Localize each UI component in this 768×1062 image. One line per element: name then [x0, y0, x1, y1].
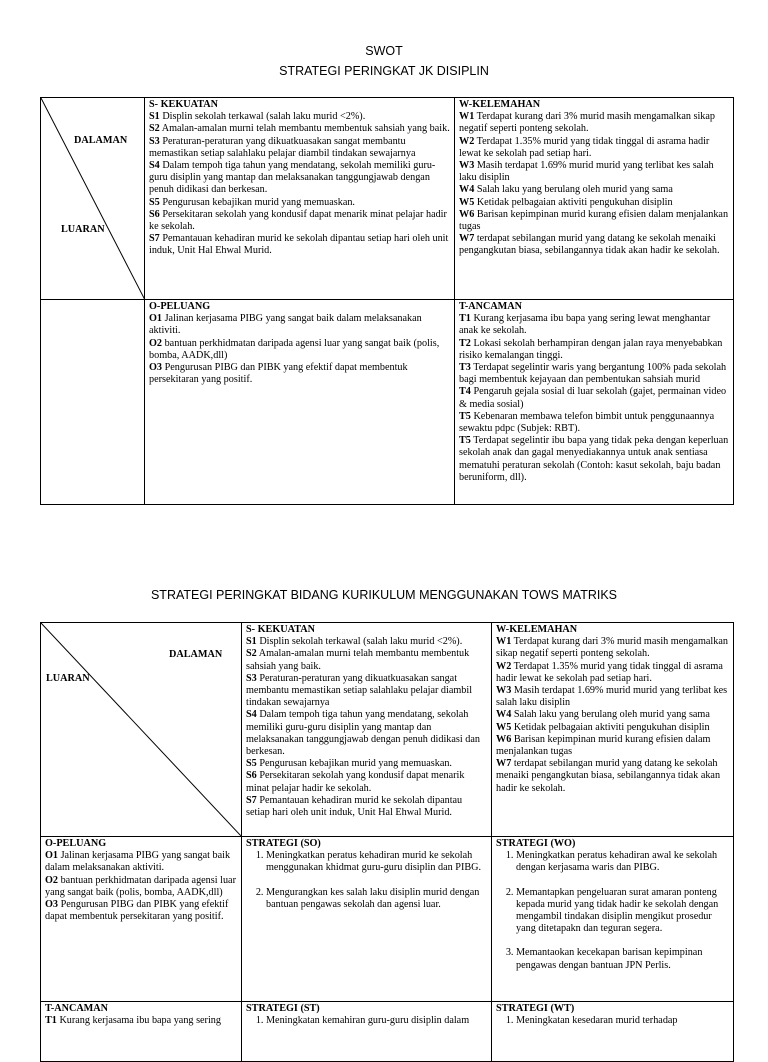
t-ancaman-cell — [41, 1002, 242, 1062]
luaran-label: LUARAN — [61, 224, 105, 235]
strategi-st-list — [246, 1015, 487, 1027]
strategi-st-cell — [242, 1002, 492, 1062]
w-item: W4 Salah laku yang berulang oleh murid yang sama — [496, 709, 710, 721]
o-item: O2 bantuan perkhidmatan daripada agensi luar yang sangat baik (polis, bomba, AADK,dll) — [149, 337, 440, 361]
s-item: S7 Pemantauan kehadiran murid ke sekolah dipantau setiap hari oleh unit induk, Unit Hal Ehwal Murid. — [149, 233, 449, 257]
tows-table — [40, 622, 734, 1062]
o-item: O3 Pengurusan PIBG dan PIBK yang efektif dapat membentuk persekitaran yang positif. — [45, 899, 229, 923]
doc-title-jk-disiplin: STRATEGI PERINGKAT JK DISIPLIN — [279, 64, 489, 78]
s-item: S2 Amalan-amalan murni telah membantu membentuk sahsiah yang baik. — [246, 648, 470, 672]
w-item: W5 Ketidak pelbagaian aktiviti pengukuhan disiplin — [496, 721, 710, 733]
w-item: W1 Terdapat kurang dari 3% murid masih mengamalkan sikap negatif seperti ponteng sekolah. — [459, 111, 715, 135]
w-item: W5 Ketidak pelbagaian aktiviti pengukuhan disiplin — [459, 196, 673, 208]
t-item: T5 Kebenaran membawa telefon bimbit untuk penggunaannya sewaktu pdpc (Subjek: RBT). — [459, 410, 715, 435]
o-item: O1 Jalinan kerjasama PIBG yang sangat baik dalam melaksanakan aktiviti. — [45, 850, 231, 874]
w-item: W2 Terdapat 1.35% murid yang tidak tinggal di asrama hadir lewat ke sekolah pad setiap hari. — [459, 135, 710, 159]
strategi-wo-cell — [492, 837, 734, 1002]
list-item: 1. Meningkatan kemahiran guru-guru disiplin dalam — [266, 1015, 487, 1027]
s-item: S4 Dalam tempoh tiga tahun yang mendatang, sekolah memiliki guru-guru disiplin yang mantap dan melaksanakan tanggungjawab dengan penuh didikasi dan berkesan. — [149, 160, 436, 196]
s-item: S5 Pengurusan kebajikan murid yang memuaskan. — [149, 196, 355, 208]
t-item: T4 Pengaruh gejala sosial di luar sekolah (gajet, permainan video & media sosial) — [459, 386, 727, 410]
w-item: W1 Terdapat kurang dari 3% murid masih mengamalkan sikap negatif seperti ponteng sekolah. — [496, 636, 728, 660]
o-peluang-heading: O-PELUANG — [45, 838, 107, 849]
t-ancaman-cell — [455, 300, 734, 505]
list-item: 3. Memantaokan kecekapan barisan kepimpinan pengawas dengan bantuan JPN Perlis. — [516, 947, 729, 971]
s-item: S7 Pemantauan kehadiran murid ke sekolah dipantau setiap hari oleh unit induk, Unit Hal Ehwal Murid. — [246, 794, 463, 819]
s-item: S1 Displin sekolah terkawal (salah laku murid <2%). — [246, 636, 463, 648]
w-item: W3 Masih terdapat 1.69% murid murid yang terlibat kes salah laku disiplin — [496, 685, 728, 709]
t-item: T1 Kurang kerjasama ibu bapa yang sering — [45, 1015, 221, 1027]
w-item: W6 Barisan kepimpinan murid kurang efisien dalam menjalankan tugas — [496, 733, 711, 758]
luaran-label: LUARAN — [46, 673, 90, 684]
strategi-wt-list — [496, 1015, 729, 1027]
s-item: S6 Persekitaran sekolah yang kondusif dapat menarik minat pelajar hadir ke sekolah. — [246, 770, 465, 794]
w-kelemahan-heading: W-KELEMAHAN — [496, 624, 578, 635]
s-kekuatan-cell — [242, 623, 492, 837]
t-ancaman-heading: T-ANCAMAN — [459, 301, 523, 312]
s-item: S4 Dalam tempoh tiga tahun yang mendatang, sekolah memiliki guru-guru disiplin yang mantap dan melaksanakan tanggungjawab dengan penuh didikasi dan berkesan. — [246, 709, 480, 758]
s-item: S3 Peraturan-peraturan yang dikuatkuasakan sangat membantu memastikan setiap salahlaku pelajar diambil tindakan sewajarnya — [246, 672, 473, 709]
list-item: 2. Mengurangkan kes salah laku disiplin murid dengan bantuan pengawas sekolah dan agensi luar. — [266, 887, 487, 911]
swot-table — [40, 97, 734, 505]
w-item: W2 Terdapat 1.35% murid yang tidak tinggal di asrama hadir lewat ke sekolah pad setiap hari. — [496, 660, 723, 684]
strategi-wo-heading: STRATEGI (WO) — [496, 838, 576, 849]
t-item: T3 Terdapat segelintir waris yang bergantung 100% pada sekolah bagi membentuk kejayaan dan pembentukan sahsiah murid — [459, 362, 727, 386]
w-item: W3 Masih terdapat 1.69% murid murid yang terlibat kes salah laku disiplin — [459, 160, 714, 184]
strategi-st-heading: STRATEGI (ST) — [246, 1003, 320, 1014]
s-kekuatan-heading: S- KEKUATAN — [246, 624, 315, 635]
w-item: W7 terdapat sebilangan murid yang datang ke sekolah menaiki pengangkutan biasa, sebilangannya tidak akan hadir ke sekolah. — [496, 758, 721, 794]
w-kelemahan-cell — [492, 623, 734, 837]
o-item: O1 Jalinan kerjasama PIBG yang sangat baik dalam melaksanakan aktiviti. — [149, 313, 422, 337]
t-item: T1 Kurang kerjasama ibu bapa yang sering lewat menghantar anak ke sekolah. — [459, 313, 711, 337]
dalaman-label: DALAMAN — [74, 135, 128, 146]
strategi-so-list — [246, 850, 487, 911]
o-peluang-cell — [145, 300, 455, 505]
w-kelemahan-cell — [455, 98, 734, 300]
list-item: 1. Meningkatkan peratus kehadiran murid ke sekolah menggunakan khidmat guru-guru disiplin dan PIBG. — [266, 850, 487, 874]
s-item: S2 Amalan-amalan murni telah membantu membentuk sahsiah yang baik. — [149, 123, 450, 135]
o-item: O2 bantuan perkhidmatan daripada agensi luar yang sangat baik (polis, bomba, AADK,dll) — [45, 874, 236, 898]
w-item: W7 terdapat sebilangan murid yang datang ke sekolah menaiki pengangkutan biasa, sebilangannya tidak akan hadir ke sekolah. — [459, 233, 720, 257]
strategi-wt-heading: STRATEGI (WT) — [496, 1003, 575, 1014]
swot-corner-cell — [41, 98, 145, 300]
s-item: S3 Peraturan-peraturan yang dikuatkuasakan sangat membantu memastikan setiap salahlaku pelajar diambil tindakan sewajarnya — [149, 135, 416, 159]
tows-corner-cell — [41, 623, 242, 837]
dalaman-label: DALAMAN — [169, 649, 223, 660]
s-item: S6 Persekitaran sekolah yang kondusif dapat menarik minat pelajar hadir ke sekolah. — [149, 208, 447, 233]
o-peluang-cell — [41, 837, 242, 1002]
t-item: T2 Lokasi sekolah berhampiran dengan jalan raya menyebabkan risiko kemalangan tinggi. — [459, 337, 723, 361]
w-item: W4 Salah laku yang berulang oleh murid yang sama — [459, 184, 673, 196]
w-kelemahan-heading: W-KELEMAHAN — [459, 99, 541, 110]
s-item: S1 Displin sekolah terkawal (salah laku murid <2%). — [149, 111, 366, 123]
t-item: T5 Terdapat segelintir ibu bapa yang tidak peka dengan keperluan sekolah anak dan gagal menyediakannya untuk anak sentiasa mematuhi peraturan sekolah (Contoh: kasut sekolah, baju badan beruniform, dll). — [459, 435, 729, 483]
strategi-wo-list — [496, 850, 729, 972]
w-item: W6 Barisan kepimpinan murid kurang efisien dalam menjalankan tugas — [459, 208, 729, 233]
o-item: O3 Pengurusan PIBG dan PIBK yang efektif dapat membentuk persekitaran yang positif. — [149, 362, 408, 386]
list-item: 2. Memantapkan pengeluaran surat amaran ponteng kepada murid yang tidak hadir ke sekolah dengan mengambil tindakan disiplin mengikut prosedur yang ditetapakn dan teguran segera. — [516, 887, 729, 936]
o-peluang-heading: O-PELUANG — [149, 301, 211, 312]
doc-title-swot: SWOT — [365, 44, 403, 58]
list-item: 1. Meningkatkan peratus kehadiran awal ke sekolah dengan kerjasama waris dan PIBG. — [516, 850, 729, 874]
s-kekuatan-heading: S- KEKUATAN — [149, 99, 218, 110]
swot-empty-cell — [41, 300, 145, 505]
strategi-so-cell — [242, 837, 492, 1002]
list-item: 1. Meningkatan kesedaran murid terhadap — [516, 1015, 729, 1027]
diagonal-line — [41, 98, 145, 300]
strategi-wt-cell — [492, 1002, 734, 1062]
strategi-so-heading: STRATEGI (SO) — [246, 838, 321, 849]
doc-title-kurikulum: STRATEGI PERINGKAT BIDANG KURIKULUM MENGGUNAKAN TOWS MATRIKS — [150, 588, 618, 602]
s-item: S5 Pengurusan kebajikan murid yang memuaskan. — [246, 758, 452, 770]
s-kekuatan-cell — [145, 98, 455, 300]
t-ancaman-heading: T-ANCAMAN — [45, 1003, 109, 1014]
